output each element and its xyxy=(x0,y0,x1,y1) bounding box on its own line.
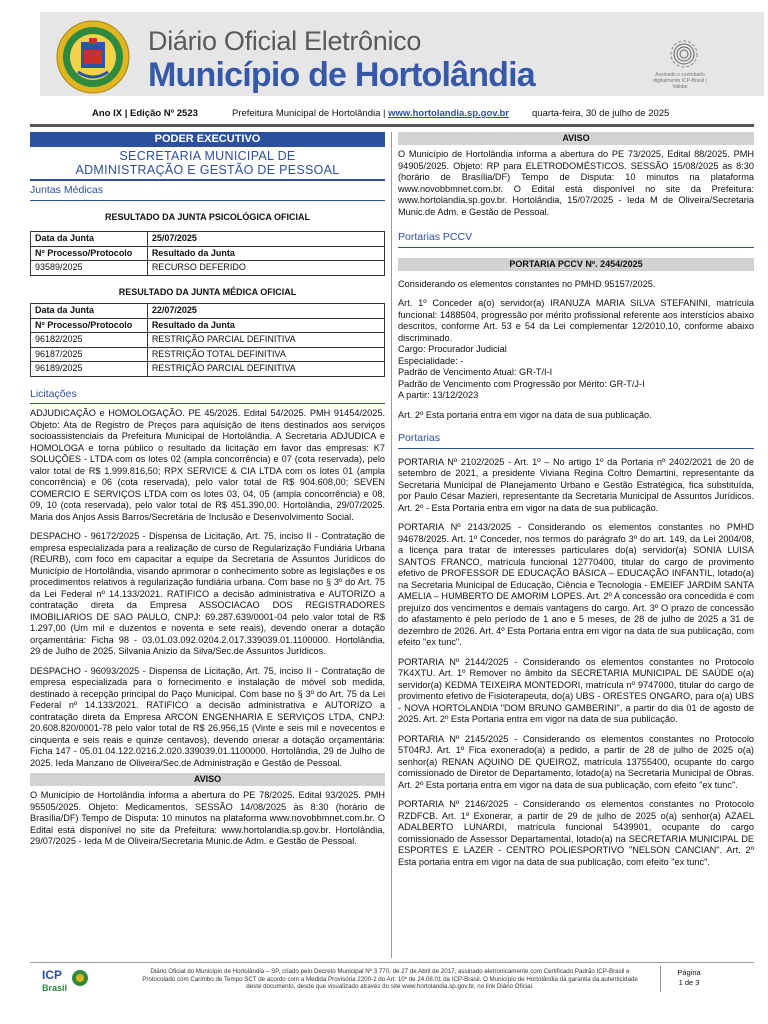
org-name: Prefeitura Municipal de Hortolândia | xyxy=(232,108,389,119)
publication-title: Município de Hortolândia xyxy=(148,56,535,94)
table-cell: 96189/2025 xyxy=(31,362,148,377)
table-cell: 22/07/2025 xyxy=(147,304,384,319)
table-cell: RESTRIÇÃO PARCIAL DEFINITIVA xyxy=(147,362,384,377)
table-cell: Resultado da Junta xyxy=(147,318,384,333)
portaria-pccv-detail: A partir: 13/12/2023 xyxy=(398,390,479,400)
portaria-paragraph: PORTARIA Nº 2145/2025 - Considerando os elementos constantes no Protocolo 5T04RJ. Art. 1º Fica exonerado(a) a pedido, a partir de 28 de julho de 2025 o(a) senhor(a) RENAN AQUINO DE QUEIROZ, matrícula 13755400, ocupante do cargo comissionado de Diretor de Departamento, lotado(a) na Secretaria Municipal de Obras. Art. 2º Esta portaria entra em vigor na data de sua publicação, com efeito "ex tunc". xyxy=(398,733,754,790)
section-poder-executivo: PODER EXECUTIVO xyxy=(30,132,385,147)
portaria-pccv-detail: Cargo: Procurador Judicial xyxy=(398,344,507,354)
table-row xyxy=(31,261,385,276)
edition-info-bar xyxy=(0,104,768,122)
table-cell: Data da Junta xyxy=(31,304,148,319)
footer-rule xyxy=(30,962,754,963)
portaria-paragraph: PORTARIA Nº 2144/2025 - Considerando os elementos constantes no Protocolo 7K4XTU. Art. 1º Remover no âmbito da SECRETARIA MUNICIPAL DE SAÚDE o(a) servidor(a) KEDMA TEIXEIRA MONTEDORI, matrícula nº 9747000, titular do cargo de provimento efetivo de Fisioterapeuta, do(a) UBS - ORESTES ONGARO, para o(a) UBS - NOVA HORTOLANDIA "DOM BRUNO GAMBERINI", a partir do dia 01 de agosto de 2025. Art. 2º Esta Portaria entra em vigor na data de sua publicação. xyxy=(398,656,754,724)
junta-medica-title: RESULTADO DA JUNTA MÉDICA OFICIAL xyxy=(118,286,297,297)
table-row xyxy=(31,333,385,348)
left-column xyxy=(30,132,385,848)
footer-legal-text: Diário Oficial do Município de Hortolândia – SP, criado pelo Decreto Municipal Nº 3.770, de 27 de Abril de 2017, assinado eletronicamente com Certificado Padrão ICP-Brasil e Protocolado com Carimbo de Tempo SCT de acordo com a Medida Provisória 2200-2 do Art. 10º de 24.08.01 da ICP-Brasil. O Município de Hortolândia dá garantia da autenticidade deste documento, desde que visualizado através do site www.hortolandia.sp.gov.br, no link Diário Oficial. xyxy=(142,968,638,990)
portaria-pccv-title: PORTARIA PCCV Nº. 2454/2025 xyxy=(398,258,754,271)
table-row xyxy=(31,362,385,377)
table-row xyxy=(31,246,385,261)
table-row xyxy=(31,347,385,362)
digital-signature-caption: Assinado e carimbado digitalmente ICP-Brasil | Validar xyxy=(653,72,707,90)
column-divider xyxy=(391,132,392,958)
site-link[interactable]: www.hortolandia.sp.gov.br xyxy=(388,108,510,119)
aviso-paragraph: O Município de Hortolândia informa a abertura do PE 73/2025, Edital 88/2025. PMH 94905/2025. Objeto: RP para ELETRODOMÉSTICOS. SESSÃO 15/08/2025 às 8:30 (horário de Brasília/DF) Tempo de Disputa: 10 minutos na plataforma www.novobbmnet.com.br. O Edital está disponível no site da Prefeitura: www.hortolandia.sp.gov.br. Hortolândia, 15/07/2025 - Ieda M de Oliveira/Secretaria Munic.de Adm. e Gestão de Pessoal. xyxy=(398,149,754,217)
category-juntas-medicas: Juntas Médicas xyxy=(30,185,385,201)
table-cell: 96187/2025 xyxy=(31,347,148,362)
fingerprint-icon xyxy=(668,38,700,70)
portaria-paragraph: PORTARIA Nº 2146/2025 - Considerando os elementos constantes no Protocolo RZDFCB. Art. 1º Exonerar, a partir de 29 de julho de 2025 o(a) senhor(a) AZAEL ADALBERTO LUNARDI, matrícula funcional 5439901, ocupante do cargo comissionado de Assessor Departamental, lotado(a) na SECRETARIA MUNICIPAL DE ESPORTES E LAZER - CENTRO POLIESPORTIVO "NELSON CANCIAN". Art. 2º Esta portaria entra em vigor na data de sua publicação, com efeito "ex tunc". xyxy=(398,799,754,867)
junta-psicologica-title: RESULTADO DA JUNTA PSICOLÓGICA OFICIAL xyxy=(105,211,310,222)
edition-label: Ano IX | Edição Nº 2523 xyxy=(92,108,198,119)
junta-medica-table xyxy=(30,303,385,377)
table-row xyxy=(31,318,385,333)
secretaria-title-line1: SECRETARIA MUNICIPAL DE xyxy=(119,149,296,163)
table-cell: Data da Junta xyxy=(31,232,148,247)
table-cell: Nº Processo/Protocolo xyxy=(31,318,148,333)
page-number: 1 de 3 xyxy=(678,978,700,987)
secretaria-title-line2: ADMINISTRAÇÃO E GESTÃO DE PESSOAL xyxy=(75,163,340,177)
aviso-paragraph: O Município de Hortolândia informa a abertura do PE 78/2025. Edital 93/2025. PMH 95505/2025. Objeto: Medicamentos. SESSÃO 14/08/2025 às 8:30 (horário de Brasília/DF) Tempo de Disputa: 10 minutos na plataforma www.novobbmnet.com.br. O Edital está disponível no site da Prefeitura: www.hortolandia.sp.gov.br. Hortolândia, 29/07/2025 - Ieda M de Oliveira/Secretaria Munic.de Adm. e Gestão de Pessoal. xyxy=(30,790,385,846)
portaria-pccv-art1: Art. 1º Conceder a(o) servidor(a) IRANUZA MARIA SILVA STEFANINI, matrícula funcional: 1488504, progressão por mérito profissional referente aos interstícios abaixo descritos, conforme Art. 53 e 54 da Lei complementar 12/2010.10, conforme abaixo discriminado. xyxy=(398,298,754,343)
portaria-pccv-art2: Art. 2º Esta portaria entra em vigor na data de sua publicação. xyxy=(398,409,652,420)
licitacao-paragraph: DESPACHO - 96093/2025 - Dispensa de Licitação, Art. 75, inciso II - Contratação de empresa especializada para o fornecimento e instalação de móvel sob medida, destinado à recepção principal do Paço Municipal. Com base no § 3º do Art. 75 da Lei Federal nº 14.133/2021. RATIFICO a decisão administrativa e AUTORIZO a contratação direta da Empresa ARCON ENGENHARIA E SERVIÇOS LTDA, CNPJ: 20.608.820/0001-78 pelo valor total de R$ 26.956,15 (Vinte e seis mil e novecentos e cinquenta e seis reais e quinze centavos), devendo onerar a dotação orçamentária: Ficha 147 - 05.01.04.122.0216.2.020.339039.01.1100000. Hortolândia, 29 de Julho de 2025. Ieda Manzano de Oliveira/Sec.de Administração e Gestão de Pessoal. xyxy=(30,665,385,768)
table-row xyxy=(31,304,385,319)
masthead xyxy=(0,0,768,100)
portaria-pccv-intro: Considerando os elementos constantes no PMHD 95157/2025. xyxy=(398,278,656,289)
table-cell: Resultado da Junta xyxy=(147,246,384,261)
aviso-title: AVISO xyxy=(398,132,754,145)
table-cell: 96182/2025 xyxy=(31,333,148,348)
portaria-pccv-detail: Padrão de Vencimento com Progressão por Mérito: GR-T/J-I xyxy=(398,378,645,389)
page-indicator xyxy=(660,966,717,992)
icp-brasil-logo-icon xyxy=(40,966,100,996)
secretaria-rule xyxy=(30,179,385,181)
table-cell: Nº Processo/Protocolo xyxy=(31,246,148,261)
aviso-title: AVISO xyxy=(30,773,385,786)
org-line xyxy=(232,108,509,119)
icp-logo-subtext: Brasil xyxy=(42,983,68,993)
page-label: Página xyxy=(677,968,701,977)
table-cell: RECURSO DEFERIDO xyxy=(147,261,384,276)
category-licitacoes: Licitações xyxy=(30,389,385,405)
icp-logo-text: ICP xyxy=(42,968,63,982)
portaria-pccv-detail: Padrão de Vencimento Atual: GR-T/I-I xyxy=(398,367,553,377)
table-cell: RESTRIÇÃO PARCIAL DEFINITIVA xyxy=(147,333,384,348)
portaria-paragraph: PORTARIA Nº 2102/2025 - Art. 1º – No artigo 1º da Portaria nº 2402/2021 de 20 de setembro de 2021, a presidente Viviana Regina Coltro Demartini, representante da Secretaria Municipal de Planejamento Urbano e Gestão Estratégica, fica substituída, por Paulo César Mazieri, representante da Secretaria Municipal de Assuntos Jurídicos. Art. 2º - Esta Portaria entra em vigor na data de sua publicação. xyxy=(398,456,754,513)
table-cell: RESTRIÇÃO TOTAL DEFINITIVA xyxy=(147,347,384,362)
junta-psicologica-table xyxy=(30,231,385,276)
publication-date: quarta-feira, 30 de julho de 2025 xyxy=(532,108,670,119)
licitacao-paragraph: DESPACHO - 96172/2025 - Dispensa de Licitação, Art. 75, inciso II - Contratação de empresa especializada para a realização de curso de Regularização Fundiária Urbana (REURB), com foco em capacitar a equipe da Secretaria de Assuntos Jurídicos do Município de Hortolândia, visando aprimorar o conhecimento sobre as legislações e os procedimentos relativos à regularização fundiária urbana. Com base no § 3º do Art. 75 da Lei Federal nº 14.133/2021. RATIFICO a decisão administrativa e AUTORIZO a contratação direta da Empresa ASSOCIACAO DOS REGISTRADORES IMOBILIARIOS DE SAO PAULO, CNPJ: 69.287.639/0001-04 pelo valor total de R$ 1.297,00 (Um mil e duzentos e noventa e sete reais), devendo onerar a dotação orçamentária: Ficha 98 - 03.01.03.092.0204.2.017.339039.01.1100000. Hortolândia, 29 de Julho de 2025. Silvania Anizio da Silva/Sec.de Assuntos Jurídicos. xyxy=(30,531,385,656)
publication-subtitle: Diário Oficial Eletrônico xyxy=(148,26,422,56)
portaria-paragraph: PORTARIA Nº 2143/2025 - Considerando os elementos constantes no PMHD 94678/2025. Art. 1º Conceder, nos termos do parágrafo 3º do art. 149, da Lei 2004/08, a licença para tratar de interesses particulares do(a) servidor(a) SONIA LUISA SANTOS FRANCO, matrícula funcional 12770400, titular do cargo de provimento efetivo de PROFESSOR DE EDUCAÇÃO BÁSICA – EDUCAÇÃO INFANTIL, lotado(a) na Secretaria Municipal de Educação, Ciência e Tecnologia - EMEIEF JARDIM SANTA AMELIA – HUMBERTO DE AMORIM LOPES. Art. 2º A concessão ora concedida é com prejuízo dos vencimentos e demais vantagens do cargo. Art. 3º O prazo de concessão do afastamento é pelo período de 1 ano e 5 meses, de 28 de julho de 2025 a 31 de dezembro de 2026. Art. 4º Esta Portaria entra em vigor na data de sua publicação, com efeito "ex tunc". xyxy=(398,522,754,647)
table-row xyxy=(31,232,385,247)
table-cell: 93589/2025 xyxy=(31,261,148,276)
right-column xyxy=(398,132,754,868)
licitacao-paragraph: ADJUDICAÇÃO e HOMOLOGAÇÃO. PE 45/2025. Edital 54/2025. PMH 91454/2025. Objeto: Ata de Registro de Preços para aquisição de itens destinados aos serviços socioassistenciais da Prefeitura Municipal de Hortolândia. A Secretaria ADJUDICA e HOMOLOGA e torna público o resultado da licitação em favor das empresas: K7 SOLUÇÕES - LTDA com os lotes 02 (ampla concorrência) e 07 (cota reservada), pelo valor total de R$ 1.999.816,50; RPX SERVICE & CIA LTDA com os lotes 01 (ampla concorrência) e 06 (cota reservada), pelo valor total de R$ 904.608,00; SEVEN COMERCIO E SERVIÇOS LTDA com os lotes 03, 04, 05 (ampla concorrência) e 08, 09, 10 (cota reservada), pelo valor total de R$ 451.390,00. Hortolândia, 29/07/2025. Maria dos Anjos Assis Barros/Secretária de Inclusão e Desenvolvimento Social. xyxy=(30,408,385,522)
municipal-seal-icon xyxy=(56,20,130,94)
header-rule xyxy=(30,124,754,127)
table-cell: 25/07/2025 xyxy=(147,232,384,247)
portaria-pccv-detail: Especialidade: - xyxy=(398,355,464,366)
category-portarias-pccv: Portarias PCCV xyxy=(398,232,754,248)
category-portarias: Portarias xyxy=(398,433,754,449)
